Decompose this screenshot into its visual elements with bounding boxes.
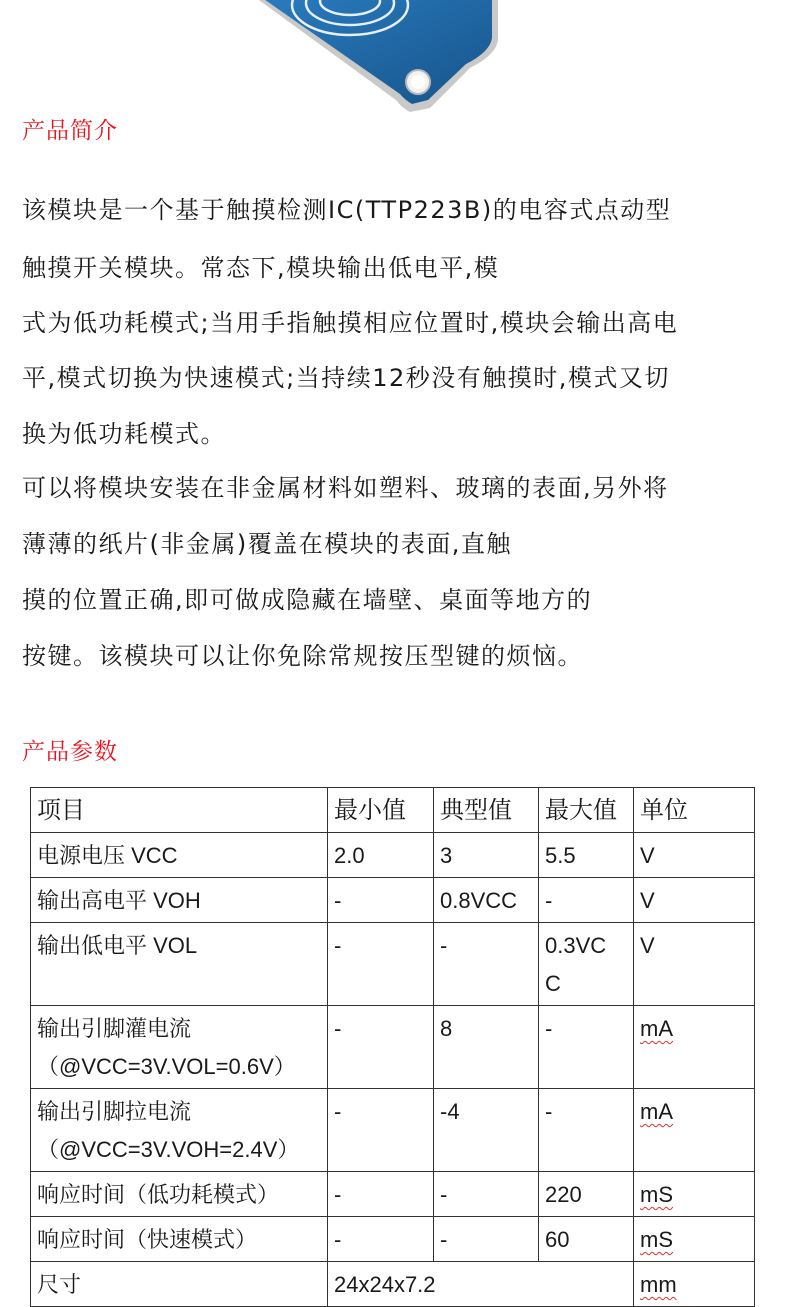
min-cell: -	[328, 1217, 434, 1262]
min-cell: -	[328, 1089, 434, 1172]
cell-line: -	[545, 1016, 553, 1041]
cell-line: 响应时间（低功耗模式）	[37, 1182, 280, 1207]
size-value: 24x24x7.2	[328, 1262, 634, 1307]
cell-line: -	[545, 1099, 553, 1124]
cell-line: （@VCC=3V.VOH=2.4V）	[37, 1137, 300, 1162]
item-cell	[31, 923, 328, 1006]
header-cell: 最小值	[328, 788, 434, 833]
cell-line: 响应时间（快速模式）	[37, 1227, 258, 1252]
item-cell	[31, 878, 328, 923]
typ-cell: -4	[434, 1089, 539, 1172]
intro-line: 触摸开关模块。常态下,模块输出低电平,模	[22, 254, 500, 282]
typ-cell: -	[434, 923, 539, 1006]
table-row	[31, 923, 755, 1006]
intro-line: 可以将模块安装在非金属材料如塑料、玻璃的表面,另外将	[22, 474, 669, 502]
unit-cell	[634, 923, 755, 1006]
unit-text: mA	[640, 1016, 673, 1041]
item-cell	[31, 833, 328, 878]
unit-cell	[634, 1217, 755, 1262]
max-cell	[539, 1217, 634, 1262]
cell-line: C	[545, 971, 561, 996]
unit-text: mA	[640, 1099, 673, 1124]
params-title: 产品参数	[22, 739, 118, 765]
cell-line: 220	[545, 1182, 582, 1207]
max-cell	[539, 833, 634, 878]
cell-line: 输出引脚拉电流	[37, 1099, 192, 1124]
table-row-size	[31, 1262, 755, 1307]
cell-line: 5.5	[545, 843, 576, 868]
unit-cell	[634, 833, 755, 878]
max-cell	[539, 1172, 634, 1217]
intro-line: 该模块是一个基于触摸检测IC(TTP223B)的电容式点动型	[22, 196, 672, 224]
cell-line: -	[545, 888, 553, 913]
min-cell: 2.0	[328, 833, 434, 878]
header-cell: 单位	[634, 788, 755, 833]
size-label: 尺寸	[31, 1262, 328, 1307]
product-photo	[0, 0, 790, 115]
unit-text: mS	[640, 1182, 673, 1207]
typ-cell: 0.8VCC	[434, 878, 539, 923]
unit-text: mS	[640, 1227, 673, 1252]
min-cell: -	[328, 923, 434, 1006]
unit-text: V	[640, 888, 655, 913]
item-cell	[31, 1006, 328, 1089]
max-cell	[539, 1089, 634, 1172]
item-cell	[31, 1172, 328, 1217]
cell-line: 输出低电平 VOL	[37, 933, 198, 958]
typ-cell: 3	[434, 833, 539, 878]
unit-text: V	[640, 843, 655, 868]
intro-title: 产品简介	[22, 118, 118, 144]
intro-line: 按键。该模块可以让你免除常规按压型键的烦恼。	[22, 642, 583, 670]
unit-cell	[634, 1089, 755, 1172]
item-cell	[31, 1089, 328, 1172]
intro-line: 换为低功耗模式。	[22, 420, 226, 448]
typ-cell: 8	[434, 1006, 539, 1089]
cell-line: 0.3VC	[545, 933, 607, 958]
table-row	[31, 1217, 755, 1262]
intro-line: 薄薄的纸片(非金属)覆盖在模块的表面,直触	[22, 530, 512, 558]
intro-line: 平,模式切换为快速模式;当持续12秒没有触摸时,模式又切	[22, 364, 670, 392]
intro-line: 摸的位置正确,即可做成隐藏在墙壁、桌面等地方的	[22, 586, 593, 614]
min-cell: -	[328, 1006, 434, 1089]
table-header-row	[31, 788, 755, 833]
cell-line: 60	[545, 1227, 570, 1252]
table-row	[31, 833, 755, 878]
table-row	[31, 1172, 755, 1217]
cell-line: 电源电压 VCC	[37, 843, 178, 868]
header-cell: 典型值	[434, 788, 539, 833]
min-cell: -	[328, 1172, 434, 1217]
pcb-board-image	[0, 0, 790, 115]
size-unit	[634, 1262, 755, 1307]
max-cell	[539, 1006, 634, 1089]
item-cell	[31, 1217, 328, 1262]
cell-line: 输出引脚灌电流	[37, 1016, 192, 1041]
max-cell	[539, 923, 634, 1006]
unit-cell	[634, 1006, 755, 1089]
unit-cell	[634, 1172, 755, 1217]
table-row	[31, 1089, 755, 1172]
unit-text: V	[640, 933, 655, 958]
size-unit-text: mm	[640, 1272, 677, 1297]
typ-cell: -	[434, 1217, 539, 1262]
min-cell: -	[328, 878, 434, 923]
header-cell: 最大值	[539, 788, 634, 833]
header-cell: 项目	[31, 788, 328, 833]
params-table	[30, 787, 755, 1307]
table-row	[31, 878, 755, 923]
max-cell	[539, 878, 634, 923]
cell-line: （@VCC=3V.VOL=0.6V）	[37, 1054, 296, 1079]
typ-cell: -	[434, 1172, 539, 1217]
table-row	[31, 1006, 755, 1089]
unit-cell	[634, 878, 755, 923]
cell-line: 输出高电平 VOH	[37, 888, 201, 913]
intro-line: 式为低功耗模式;当用手指触摸相应位置时,模块会输出高电	[22, 309, 679, 337]
